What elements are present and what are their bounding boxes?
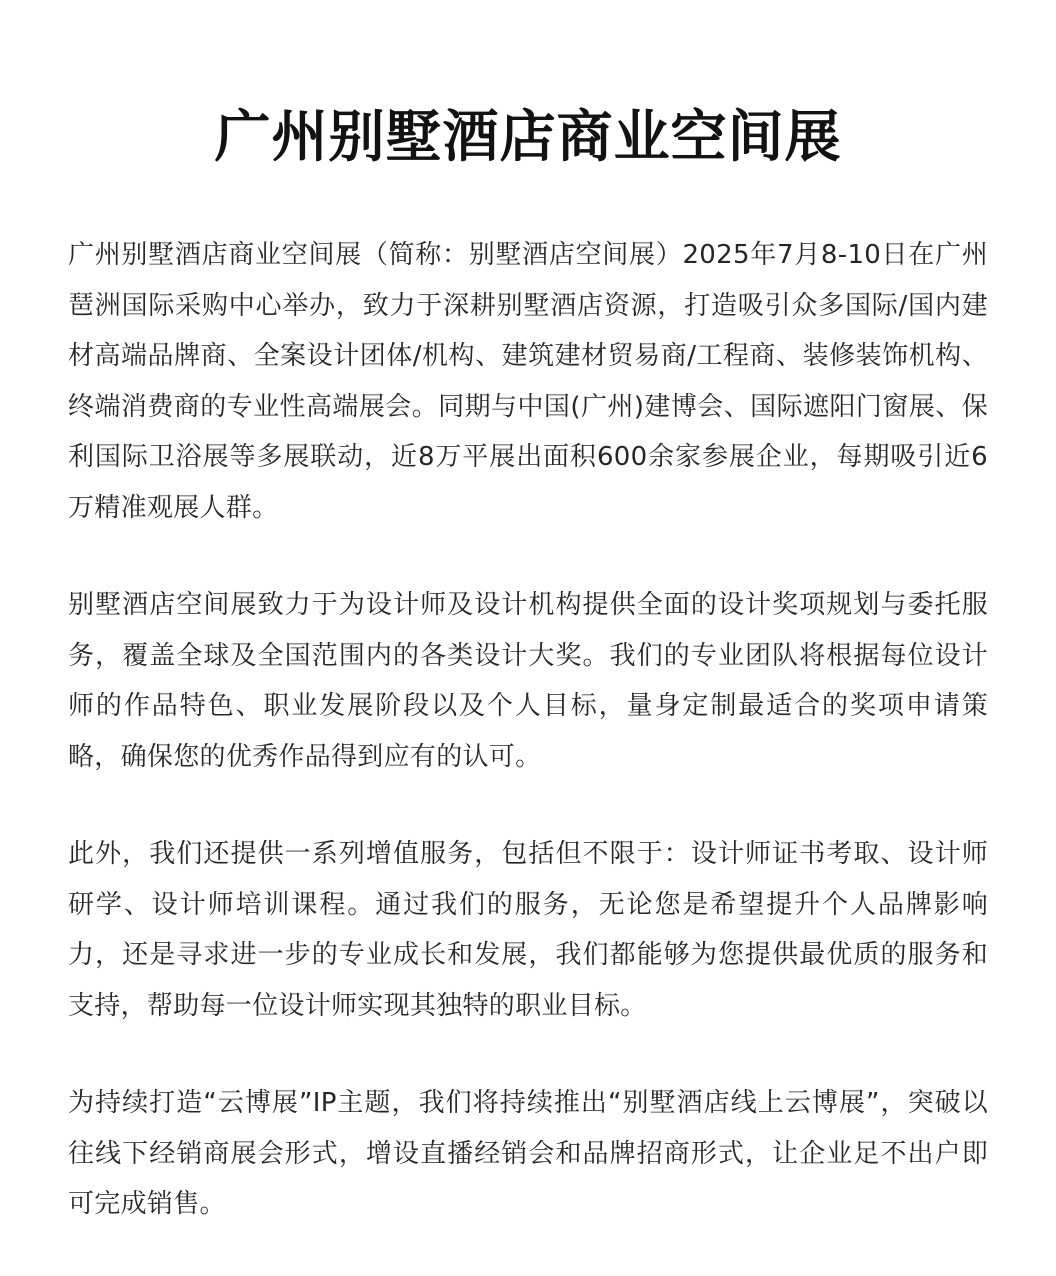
paragraph-value-added-services: 此外，我们还提供一系列增值服务，包括但不限于：设计师证书考取、设计师研学、设计师培训课程。通过我们的服务，无论您是希望提升个人品牌影响力，还是寻求进一步的专业成长和发展，我们都能够为您提供最优质的服务和支持，帮助每一位设计师实现其独特的职业目标。 <box>68 839 988 1021</box>
paragraph-online-expo: 为持续打造“云博展”IP主题，我们将持续推出“别墅酒店线上云博展”，突破以往线下经销商展会形式，增设直播经销会和品牌招商形式，让企业足不出户即可完成销售。 <box>68 1088 988 1219</box>
paragraph-award-services: 别墅酒店空间展致力于为设计师及设计机构提供全面的设计奖项规划与委托服务，覆盖全球及全国范围内的各类设计大奖。我们的专业团队将根据每位设计师的作品特色、职业发展阶段以及个人目标，量身定制最适合的奖项申请策略，确保您的优秀作品得到应有的认可。 <box>68 590 988 772</box>
article-body <box>68 230 988 1230</box>
paragraph-exhibition-intro: 广州别墅酒店商业空间展（简称：别墅酒店空间展）2025年7月8-10日在广州琶洲国际采购中心举办，致力于深耕别墅酒店资源，打造吸引众多国际/国内建材高端品牌商、全案设计团体/机构、建筑建材贸易商/工程商、装修装饰机构、终端消费商的专业性高端展会。同期与中国(广州)建博会、国际遮阳门窗展、保利国际卫浴展等多展联动，近8万平展出面积600余家参展企业，每期吸引近6万精准观展人群。 <box>68 240 988 523</box>
page-title: 广州别墅酒店商业空间展 <box>214 105 842 170</box>
